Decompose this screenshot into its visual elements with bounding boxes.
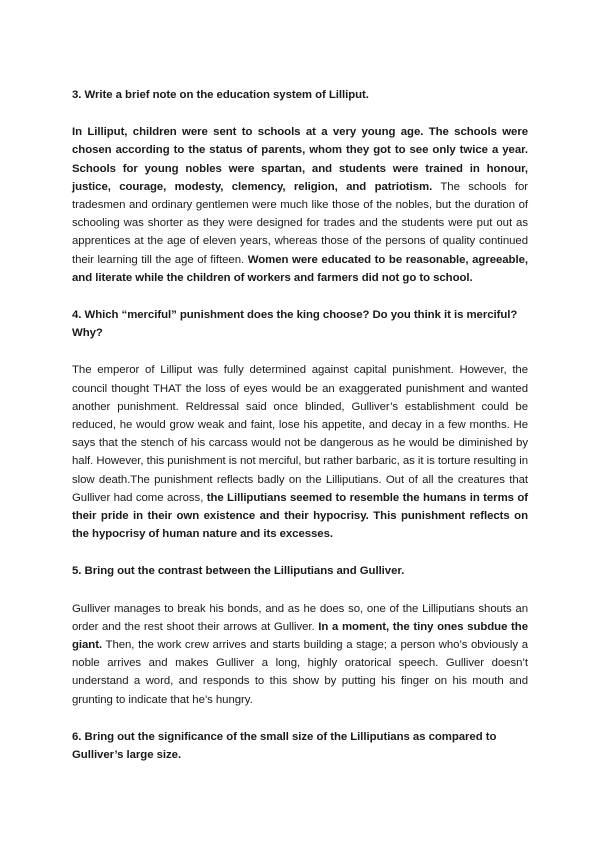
document-body <box>72 86 528 783</box>
answer-text-run: the Lilliputians seemed to resemble the humans in terms of their pride in their own existence and their hypocrisy. This punishment reflects on the hypocrisy of human nature and its excesses. <box>72 491 528 541</box>
question-6-heading: 6. Bring out the significance of the small size of the Lilliputians as compared to Gulliver’s large size. <box>72 730 497 762</box>
question-3-heading: 3. Write a brief note on the education system of Lilliput. <box>72 89 369 101</box>
answer-text-run: The emperor of Lilliput was fully determined against capital punishment. However, the council thought THAT the loss of eyes would be an exaggerated punishment and wanted another punishment. Reldressal said once blinded, Gulliver’s establishment could be reduced, he would grow weak and faint, lose his appetite, and decay in a few months. He says that the stench of his carcass would not be dangerous as he would be diminished by half. However, this punishment is not merciful, but rather barbaric, as it is torture resulting in slow death.The punishment reflects badly on the Lilliputians. Out of all the creatures that Gulliver had come across, <box>72 364 528 504</box>
answer-3-paragraph <box>72 123 528 287</box>
answer-text-run: In Lilliput, children were sent to schools at a very young age. The schools were chosen according to the status of parents, whom they got to see only twice a year. Schools for young nobles were spartan, and students were trained in honour, justice, courage, modesty, clemency, religion, and patriotism. <box>72 126 528 193</box>
answer-text-run: Gulliver manages to break his bonds, and as he does so, one of the Lilliputians shouts an order and the rest shoot their arrows at Gulliver. <box>72 602 528 633</box>
answer-text-run: In a moment, the tiny ones subdue the giant. <box>72 620 528 652</box>
answer-4-paragraph <box>72 361 528 543</box>
answer-text-run: The schools for tradesmen and ordinary gentlemen were much like those of the nobles, but the duration of schooling was shorter as they were designed for trades and the students were put out as apprentices at the age of eleven years, whereas those of the persons of quality continued their learning till the age of fifteen. <box>72 180 529 266</box>
question-5-heading: 5. Bring out the contrast between the Lilliputians and Gulliver. <box>72 565 405 578</box>
answer-text-run: Then, the work crew arrives and starts building a stage; a person who’s obviously a noble arrives and makes Gulliver a long, highly oratorical speech. Gulliver doesn’t understand a word, and responds to this show by putting his finger on his mouth and grunting to indicate that he’s hungry. <box>72 639 528 706</box>
question-4-heading: 4. Which “merciful” punishment does the king choose? Do you think it is merciful? Why? <box>72 309 518 340</box>
answer-5-paragraph <box>72 600 528 709</box>
answer-text-run: Women were educated to be reasonable, agreeable, and literate while the children of workers and farmers did not go to school. <box>72 253 528 284</box>
